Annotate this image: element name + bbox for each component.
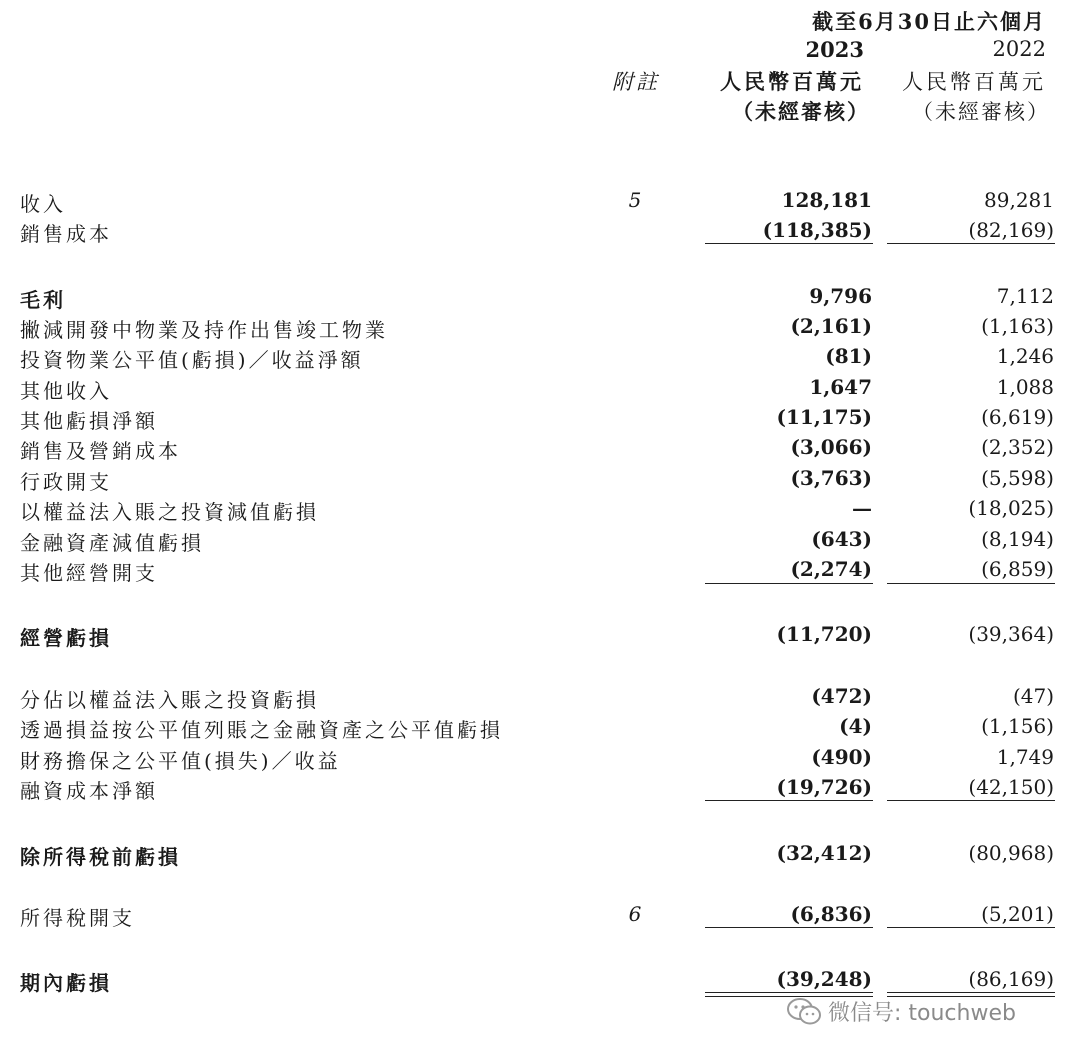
row-value-2022: (1,163) [981, 314, 1054, 338]
row-value-2023: (39,248) [776, 967, 872, 991]
row-value-2023: (490) [811, 745, 872, 769]
row-value-2022: (82,169) [968, 218, 1054, 242]
row-value-2023: (2,274) [790, 557, 872, 581]
row-label: 財務擔保之公平值(損失)／收益 [20, 749, 341, 773]
row-value-2023: 1,647 [809, 375, 872, 399]
row-value-2022: (86,169) [968, 967, 1054, 991]
row-label: 收入 [20, 192, 66, 216]
row-label: 所得稅開支 [20, 906, 135, 930]
row-label: 以權益法入賬之投資減值虧損 [20, 500, 319, 524]
audit-status-prior: （未經審核） [912, 100, 1050, 124]
row-label: 其他收入 [20, 379, 112, 403]
row-value-2022: (6,859) [981, 557, 1054, 581]
row-label: 透過損益按公平值列賬之金融資產之公平值虧損 [20, 718, 503, 742]
row-label: 除所得稅前虧損 [20, 845, 181, 869]
row-label: 撇減開發中物業及持作出售竣工物業 [20, 318, 388, 342]
row-label: 金融資產減值虧損 [20, 531, 204, 555]
row-value-2023: (472) [811, 684, 872, 708]
row-label: 投資物業公平值(虧損)／收益淨額 [20, 348, 364, 372]
wechat-watermark [786, 996, 1016, 1027]
subtotal-rule-2023 [705, 800, 873, 801]
row-value-2022: (1,156) [981, 714, 1054, 738]
table-row [0, 284, 1080, 314]
row-value-2023: (6,836) [790, 902, 872, 926]
row-label: 經營虧損 [20, 626, 112, 650]
row-value-2022: (39,364) [968, 622, 1054, 646]
table-row [0, 714, 1080, 744]
row-label: 其他虧損淨額 [20, 409, 158, 433]
row-value-2022: (5,598) [981, 466, 1054, 490]
subtotal-rule-2022 [887, 927, 1055, 928]
row-value-2022: 1,088 [996, 375, 1054, 399]
row-value-2022: 89,281 [984, 188, 1054, 212]
table-row [0, 527, 1080, 557]
table-row [0, 405, 1080, 435]
row-value-2023: 128,181 [781, 188, 872, 212]
wechat-icon [786, 997, 822, 1027]
subtotal-rule-2022 [887, 243, 1055, 244]
row-value-2023: (11,720) [776, 622, 872, 646]
row-label: 期內虧損 [20, 971, 112, 995]
subtotal-rule-2023 [705, 927, 873, 928]
row-value-2023: (118,385) [762, 218, 872, 242]
row-value-2023: (81) [825, 344, 872, 368]
row-value-2022: 7,112 [996, 284, 1054, 308]
subtotal-rule-2022 [887, 800, 1055, 801]
row-value-2022: (8,194) [981, 527, 1054, 551]
row-value-2023: 9,796 [809, 284, 872, 308]
table-row [0, 684, 1080, 714]
row-label: 行政開支 [20, 470, 112, 494]
row-value-2022: (5,201) [981, 902, 1054, 926]
currency-prior: 人民幣百萬元 [902, 70, 1046, 94]
row-value-2023: — [852, 496, 872, 520]
audit-status-current: （未經審核） [732, 99, 870, 124]
period-heading: 截至6月30日止六個月 [812, 9, 1046, 34]
table-row [0, 622, 1080, 652]
watermark-text: 微信号: touchweb [828, 1001, 1016, 1026]
subtotal-rule-2022 [887, 583, 1055, 584]
row-value-2022: (18,025) [968, 496, 1054, 520]
row-value-2023: (32,412) [776, 841, 872, 865]
row-value-2023: (11,175) [776, 405, 872, 429]
row-label: 分佔以權益法入賬之投資虧損 [20, 688, 319, 712]
currency-current: 人民幣百萬元 [720, 69, 864, 94]
table-row [0, 314, 1080, 344]
row-label: 其他經營開支 [20, 561, 158, 585]
row-value-2023: (3,763) [790, 466, 872, 490]
row-value-2022: (80,968) [968, 841, 1054, 865]
row-value-2023: (19,726) [776, 775, 872, 799]
table-row [0, 344, 1080, 374]
subtotal-rule-2023 [705, 583, 873, 584]
row-value-2022: (2,352) [981, 435, 1054, 459]
row-value-2023: (643) [811, 527, 872, 551]
row-value-2023: (3,066) [790, 435, 872, 459]
row-label: 毛利 [20, 288, 66, 312]
year-prior: 2022 [992, 37, 1046, 61]
row-value-2023: (2,161) [790, 314, 872, 338]
row-value-2022: (6,619) [981, 405, 1054, 429]
row-value-2022: (42,150) [968, 775, 1054, 799]
row-label: 融資成本淨額 [20, 779, 158, 803]
year-current: 2023 [805, 37, 864, 62]
row-label: 銷售成本 [20, 222, 112, 246]
row-label: 銷售及營銷成本 [20, 439, 181, 463]
row-value-2023: (4) [839, 714, 872, 738]
note-column-header: 附註 [612, 70, 660, 94]
row-note: 6 [628, 902, 642, 926]
row-note: 5 [628, 188, 642, 212]
table-row [0, 435, 1080, 465]
table-row [0, 496, 1080, 526]
table-row [0, 841, 1080, 871]
table-row [0, 466, 1080, 496]
table-row [0, 745, 1080, 775]
row-value-2022: 1,246 [996, 344, 1054, 368]
row-value-2022: 1,749 [996, 745, 1054, 769]
table-row [0, 188, 1080, 218]
table-row [0, 375, 1080, 405]
row-value-2022: (47) [1012, 684, 1054, 708]
subtotal-rule-2023 [705, 243, 873, 244]
